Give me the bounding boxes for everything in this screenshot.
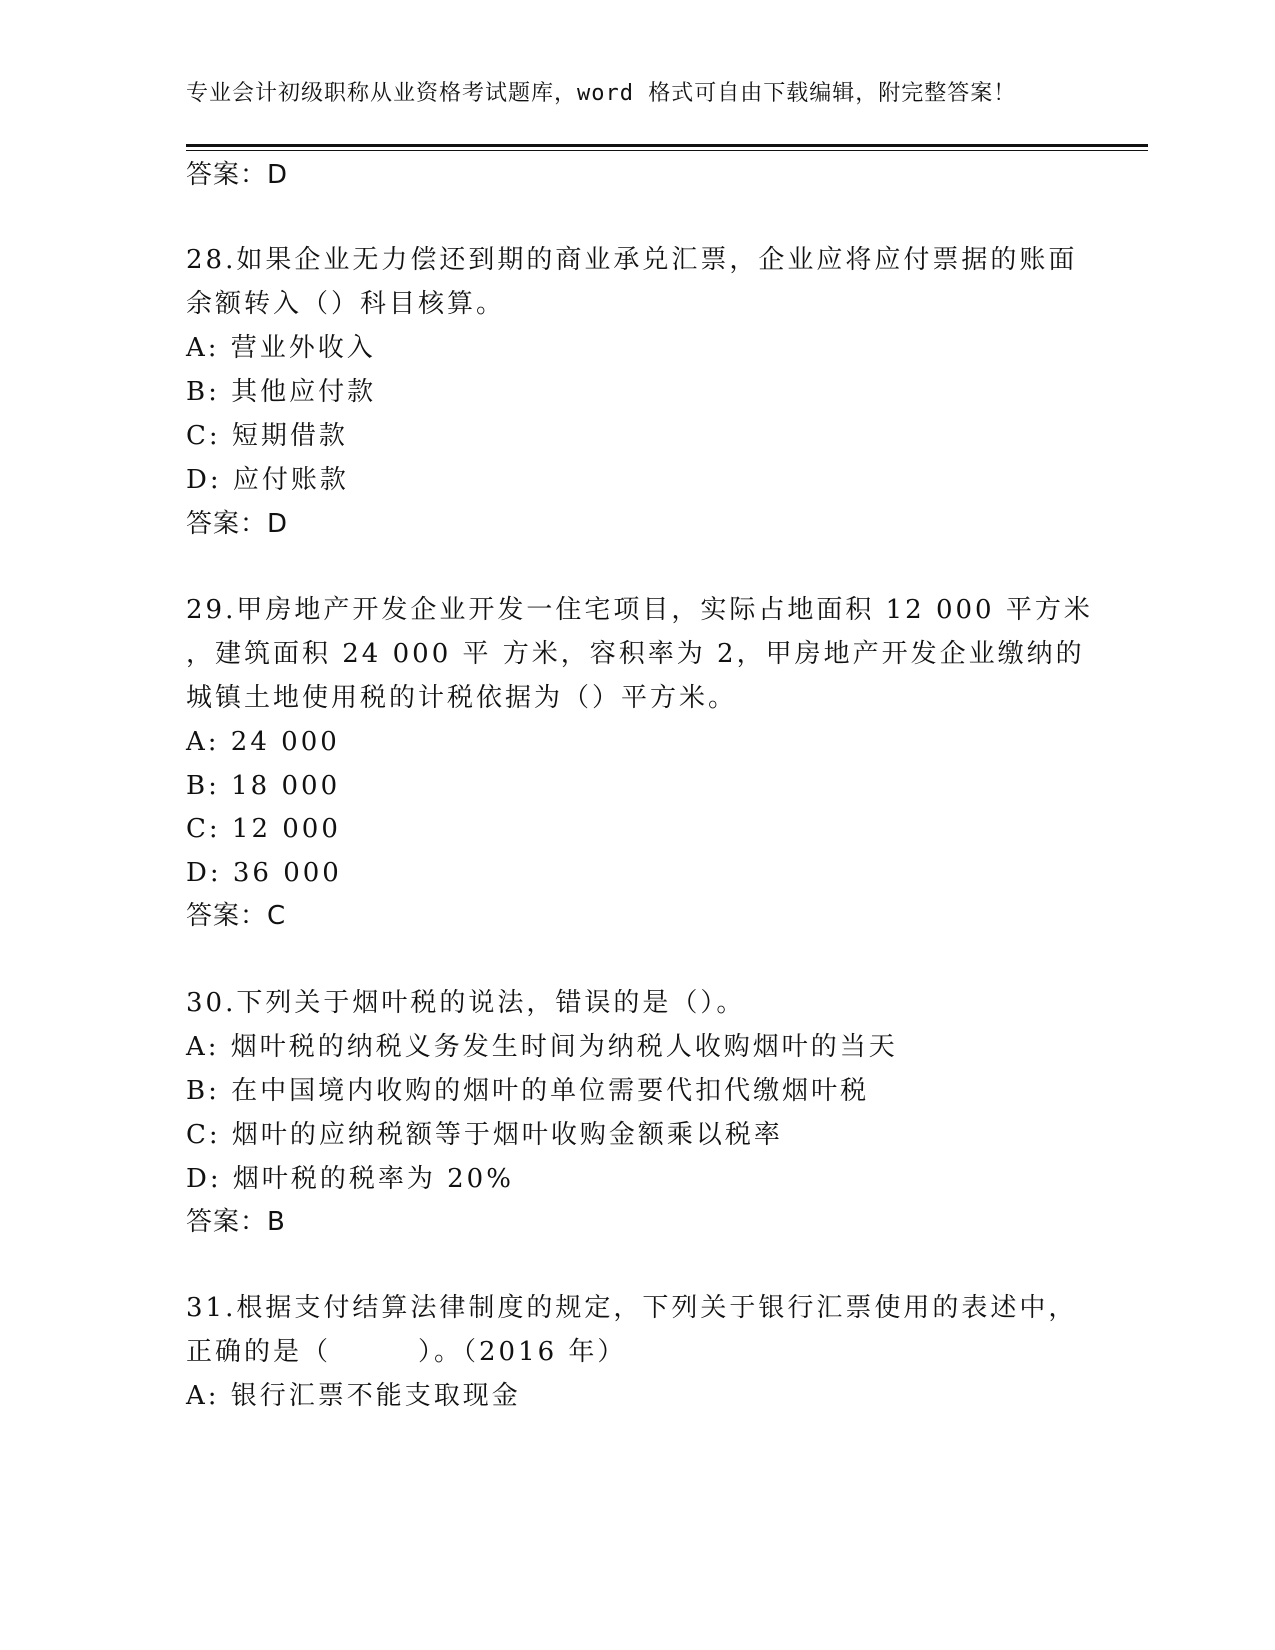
question-28-line-1: 28.如果企业无力偿还到期的商业承兑汇票，企业应将应付票据的账面 — [186, 245, 1078, 275]
question-29-option-d: D: 36 000 — [186, 858, 342, 888]
question-29-line-1: 29.甲房地产开发企业开发一住宅项目，实际占地面积 12 000 平方米 — [186, 595, 1093, 625]
question-28-line-2: 余额转入（）科目核算。 — [186, 289, 506, 319]
question-31-option-a: A: 银行汇票不能支取现金 — [186, 1381, 521, 1411]
answer-29: 答案：C — [186, 901, 287, 931]
question-30-option-c: C: 烟叶的应纳税额等于烟叶收购金额乘以税率 — [186, 1120, 783, 1150]
question-28-option-c: C: 短期借款 — [186, 421, 348, 451]
question-28-option-b: B: 其他应付款 — [186, 377, 377, 407]
question-29-line-2: ，建筑面积 24 000 平 方米，容积率为 2，甲房地产开发企业缴纳的 — [186, 639, 1085, 669]
question-28-option-a: A: 营业外收入 — [186, 333, 376, 363]
question-28-option-d: D: 应付账款 — [186, 465, 349, 495]
question-31-line-1: 31.根据支付结算法律制度的规定，下列关于银行汇票使用的表述中， — [186, 1293, 1078, 1323]
question-30-option-d: D: 烟叶税的税率为 20% — [186, 1164, 514, 1194]
page-header: 专业会计初级职称从业资格考试题库，word 格式可自由下载编辑，附完整答案！ — [186, 81, 1017, 106]
question-30-option-b: B: 在中国境内收购的烟叶的单位需要代扣代缴烟叶税 — [186, 1076, 870, 1106]
question-30-line-1: 30.下列关于烟叶税的说法，错误的是（）。 — [186, 988, 746, 1018]
answer-28: 答案：D — [186, 509, 289, 539]
question-31-line-2: 正确的是（ ）。（2016 年） — [186, 1337, 627, 1367]
answer-27: 答案：D — [186, 160, 289, 190]
question-30-option-a: A: 烟叶税的纳税义务发生时间为纳税人收购烟叶的当天 — [186, 1032, 898, 1062]
question-29-line-3: 城镇土地使用税的计税依据为（）平方米。 — [186, 683, 738, 713]
answer-30: 答案：B — [186, 1207, 286, 1237]
header-divider-thin — [186, 150, 1148, 151]
question-29-option-b: B: 18 000 — [186, 771, 341, 801]
question-29-option-a: A: 24 000 — [186, 727, 340, 757]
header-divider-thick — [186, 144, 1148, 147]
question-29-option-c: C: 12 000 — [186, 814, 341, 844]
